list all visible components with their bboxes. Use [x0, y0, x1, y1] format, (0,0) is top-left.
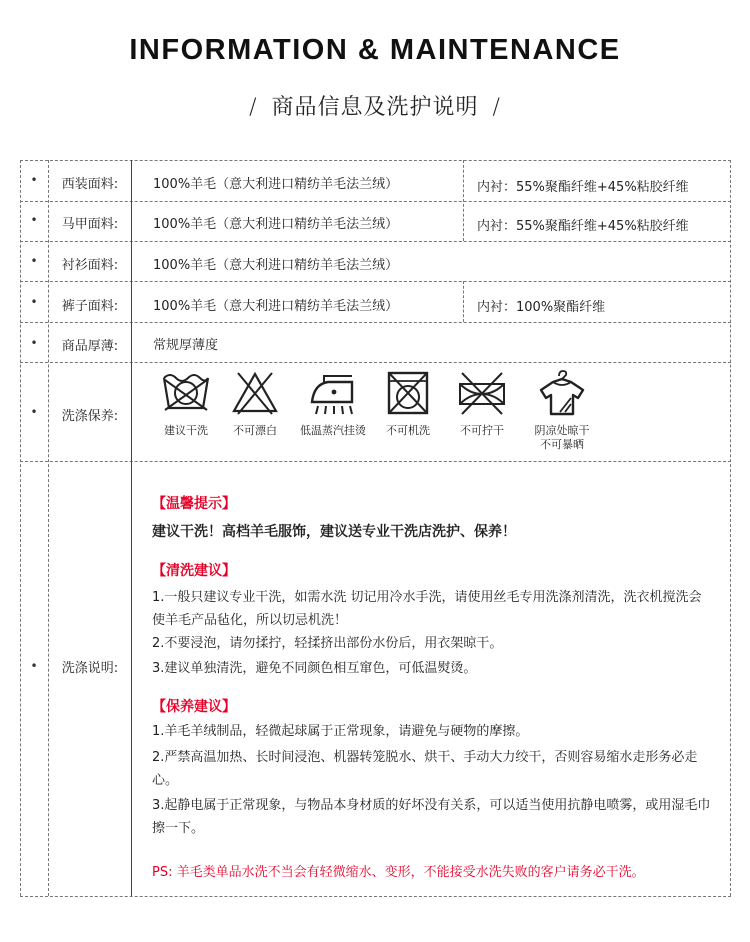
- table-divider: [20, 160, 731, 161]
- care-heading: 【保养建议】: [152, 699, 236, 715]
- tip-heading: 【温馨提示】: [152, 496, 236, 512]
- wash-item: 2.不要浸泡，请勿揉拧，轻揉挤出部份水份后，用衣架晾干。: [152, 636, 503, 651]
- row-lining: 内衬：55%聚酯纤维+45%粘胶纤维: [477, 219, 689, 234]
- row-bullet: •: [30, 336, 38, 350]
- care-symbol: [222, 370, 288, 438]
- care-symbol: [448, 370, 516, 438]
- table-divider: [20, 241, 731, 242]
- table-border: [463, 281, 464, 322]
- page-title: INFORMATION & MAINTENANCE: [129, 34, 621, 66]
- ps-note: PS: 羊毛类单品水洗不当会有轻微缩水、变形，不能接受水洗失败的客户请务必干洗。: [152, 865, 645, 880]
- care-caption: 阴凉处晾干: [534, 424, 590, 437]
- care-symbol: [526, 370, 598, 452]
- table-border: [730, 160, 731, 896]
- page-subtitle: [0, 90, 750, 121]
- row-bullet: •: [30, 405, 38, 419]
- tip-text: 建议干洗！高档羊毛服饰，建议送专业干洗店洗护、保养！: [152, 524, 516, 540]
- care-caption: 不可拧干: [460, 424, 504, 437]
- row-label: 马甲面料:: [61, 217, 119, 232]
- table-divider: [20, 322, 731, 323]
- care-item: 2.严禁高温加热、长时间浸泡、机器转笼脱水、烘干、手动大力绞干，否则容易缩水走形务必走心。: [152, 750, 698, 788]
- table-border: [20, 160, 21, 896]
- subtitle-text: 商品信息及洗护说明: [271, 95, 479, 120]
- row-lining: 内衬：55%聚酯纤维+45%粘胶纤维: [477, 180, 689, 195]
- wash-heading: 【清洗建议】: [152, 563, 236, 579]
- row-label: 西装面料:: [61, 177, 119, 192]
- row-bullet: •: [30, 254, 38, 268]
- row-label: 洗涤保养:: [61, 409, 119, 424]
- care-symbol: [292, 370, 374, 438]
- row-label: 洗涤说明:: [61, 661, 119, 676]
- table-border: [131, 160, 132, 896]
- table-divider: [20, 362, 731, 363]
- no-machine-wash-icon: [383, 370, 433, 416]
- row-value: 100%羊毛（意大利进口精纺羊毛法兰绒）: [153, 217, 399, 232]
- row-bullet: •: [30, 295, 38, 309]
- care-caption: 低温蒸汽挂烫: [300, 424, 366, 437]
- care-item: 3.起静电属于正常现象，与物品本身材质的好坏没有关系，可以适当使用抗静电喷雾，或用湿毛巾擦一下。: [152, 798, 711, 836]
- care-item: 1.羊毛羊绒制品，轻微起球属于正常现象，请避免与硬物的摩擦。: [152, 724, 529, 739]
- row-label: 裤子面料:: [61, 299, 119, 314]
- dry-clean-icon: [161, 370, 211, 416]
- care-caption: 建议干洗: [164, 424, 208, 437]
- wash-item: 1.一般只建议专业干洗，如需水洗 切记用冷水手洗，请使用丝毛专用洗涤剂清洗，洗衣机搅洗会使羊毛产品毡化，所以切忌机洗！: [152, 590, 702, 628]
- row-value: 100%羊毛（意大利进口精纺羊毛法兰绒）: [153, 258, 399, 273]
- table-divider: [20, 201, 731, 202]
- low-temp-steam-iron-icon: [308, 370, 358, 416]
- table-border: [463, 160, 464, 241]
- row-value: 常规厚薄度: [153, 338, 219, 353]
- row-lining: 内衬：100%聚酯纤维: [477, 300, 606, 315]
- table-divider: [20, 461, 731, 462]
- row-value: 100%羊毛（意大利进口精纺羊毛法兰绒）: [153, 299, 399, 314]
- care-caption: 不可暴晒: [540, 438, 584, 451]
- care-symbol: [150, 370, 222, 438]
- no-wring-icon: [457, 370, 507, 416]
- row-label: 衬衫面料:: [61, 258, 119, 273]
- row-label: 商品厚薄:: [61, 339, 119, 354]
- subtitle-slash-left: /: [249, 95, 258, 120]
- subtitle-slash-right: /: [492, 95, 501, 120]
- table-divider: [20, 281, 731, 282]
- row-bullet: •: [30, 213, 38, 227]
- no-bleach-icon: [230, 370, 280, 416]
- care-symbol: [376, 370, 440, 438]
- row-bullet: •: [30, 659, 38, 673]
- shade-dry-icon: [537, 370, 587, 416]
- care-caption: 不可机洗: [386, 424, 430, 437]
- row-bullet: •: [30, 173, 38, 187]
- care-caption: 不可漂白: [233, 424, 277, 437]
- table-divider: [20, 896, 731, 897]
- row-value: 100%羊毛（意大利进口精纺羊毛法兰绒）: [153, 177, 399, 192]
- wash-item: 3.建议单独清洗，避免不同颜色相互窜色，可低温熨烫。: [152, 661, 477, 676]
